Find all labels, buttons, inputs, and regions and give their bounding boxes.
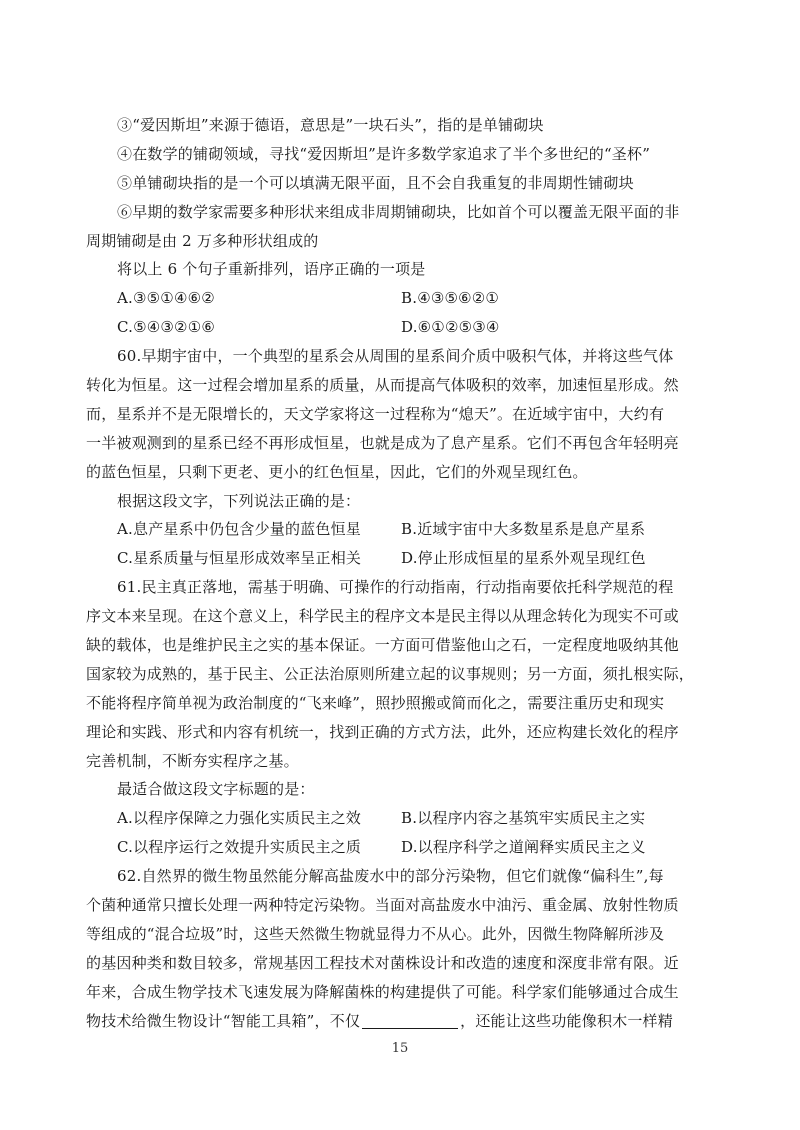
q59-option-d: D.⑥①②⑤③④ <box>401 318 500 337</box>
q61-line-3: 缺的载体，也是维护民主之实的基本保证。一方面可借鉴他山之石，一定程度地吸纳其他 <box>86 636 679 655</box>
q59-options-row-1 <box>117 284 717 313</box>
q61-options-row-1 <box>117 804 717 833</box>
q60-option-c: C.星系质量与恒星形成效率呈正相关 <box>117 549 362 568</box>
q61-line-6: 理论和实践、形式和内容有机统一，找到正确的方式方法，此外，还应构建长效化的程序 <box>86 722 679 741</box>
q61-line-4: 国家较为成熟的，基于民主、公正法治原则所建立起的议事规则；另一方面，须扎根实际， <box>86 664 695 683</box>
fill-in-blank <box>362 1012 458 1029</box>
q60-line-5: 的蓝色恒星，只剩下更老、更小的红色恒星，因此，它们的外观呈现红色。 <box>86 462 588 481</box>
q61-option-d: D.以程序科学之道阐释实质民主之义 <box>401 838 646 857</box>
sentence-4: ④在数学的铺砌领域，寻找“爱因斯坦”是许多数学家追求了半个多世纪的“圣杯” <box>117 144 651 163</box>
q60-option-b: B.近域宇宙中大多数星系是息产星系 <box>401 520 646 539</box>
q61-line-2: 序文本来呈现。在这个意义上，科学民主的程序文本是民主得以从理念转化为现实不可或 <box>86 607 679 626</box>
q61-options-row-2 <box>117 833 717 862</box>
q62-line-4: 的基因种类和数目较多，常规基因工程技术对菌株设计和改造的速度和深度非常有限。近 <box>86 953 679 972</box>
q59-option-b: B.④③⑤⑥②① <box>401 289 500 308</box>
q62-line-2: 个菌种通常只擅长处理一两种特定污染物。当面对高盐废水中油污、重金属、放射性物质 <box>86 896 679 915</box>
q61-option-b: B.以程序内容之基筑牢实质民主之实 <box>401 809 646 828</box>
q62-line-6 <box>86 1007 717 1036</box>
sentence-6-line-2: 周期铺砌是由 2 万多种形状组成的 <box>86 231 319 250</box>
q59-option-c: C.⑤④③②①⑥ <box>117 318 215 337</box>
q60-line-3: 而，星系并不是无限增长的，天文学家将这一过程称为“熄天”。在近域宇宙中，大约有 <box>86 404 665 423</box>
q60-options-row-1 <box>117 515 717 544</box>
q62-line-5: 年来，合成生物学技术飞速发展为降解菌株的构建提供了可能。科学家们能够通过合成生 <box>86 982 679 1001</box>
q60-line-2: 转化为恒星。这一过程会增加星系的质量，从而提高气体吸积的效率，加速恒星形成。然 <box>86 376 679 395</box>
sentence-5: ⑤单铺砌块指的是一个可以填满无限平面，且不会自我重复的非周期性铺砌块 <box>117 173 634 192</box>
q60-option-d: D.停止形成恒星的星系外观呈现红色 <box>401 549 646 568</box>
q62-line-3: 等组成的“混合垃圾”时，这些天然微生物就显得力不从心。此外，因微生物降解所涉及 <box>86 924 665 943</box>
q59-options-row-2 <box>117 313 717 342</box>
page-content <box>86 111 717 1036</box>
sentence-6-line-1: ⑥早期的数学家需要多种形状来组成非周期铺砌块，比如首个可以覆盖无限平面的非 <box>117 202 680 221</box>
q61-option-c: C.以程序运行之效提升实质民主之质 <box>117 838 362 857</box>
q60-line-1: 60.早期宇宙中，一个典型的星系会从周围的星系间介质中吸积气体，并将这些气体 <box>117 347 674 366</box>
q60-options-row-2 <box>117 544 717 573</box>
q61-line-7: 完善机制，不断夯实程序之基。 <box>86 751 299 770</box>
q60-line-4: 一半被观测到的星系已经不再形成恒星，也就是成为了息产星系。它们不再包含年轻明亮 <box>86 433 679 452</box>
q62-text-after-blank: ，还能让这些功能像积木一样精 <box>460 1011 673 1030</box>
q61-prompt: 最适合做这段文字标题的是： <box>117 780 315 799</box>
q59-prompt: 将以上 6 个句子重新排列，语序正确的一项是 <box>117 260 426 279</box>
q60-option-a: A.息产星系中仍包含少量的蓝色恒星 <box>117 520 362 539</box>
q61-option-a: A.以程序保障之力强化实质民主之效 <box>117 809 362 828</box>
sentence-3: ③“爱因斯坦”来源于德语，意思是”一块石头”，指的是单铺砌块 <box>117 116 544 134</box>
page-number: 15 <box>391 1041 409 1056</box>
q59-option-a: A.③⑤①④⑥② <box>117 289 215 308</box>
q62-text-before-blank: 物技术给微生物设计“智能工具箱”，不仅 <box>86 1011 361 1030</box>
q61-line-1: 61.民主真正落地，需基于明确、可操作的行动指南，行动指南要依托科学规范的程 <box>117 578 674 597</box>
q61-line-5: 不能将程序简单视为政治制度的“飞来峰”，照抄照搬或简而化之，需要注重历史和现实 <box>86 693 665 712</box>
q62-line-1: 62.自然界的微生物虽然能分解高盐废水中的部分污染物，但它们就像“偏科生”,每 <box>117 867 664 886</box>
q60-prompt: 根据这段文字，下列说法正确的是： <box>117 491 361 510</box>
